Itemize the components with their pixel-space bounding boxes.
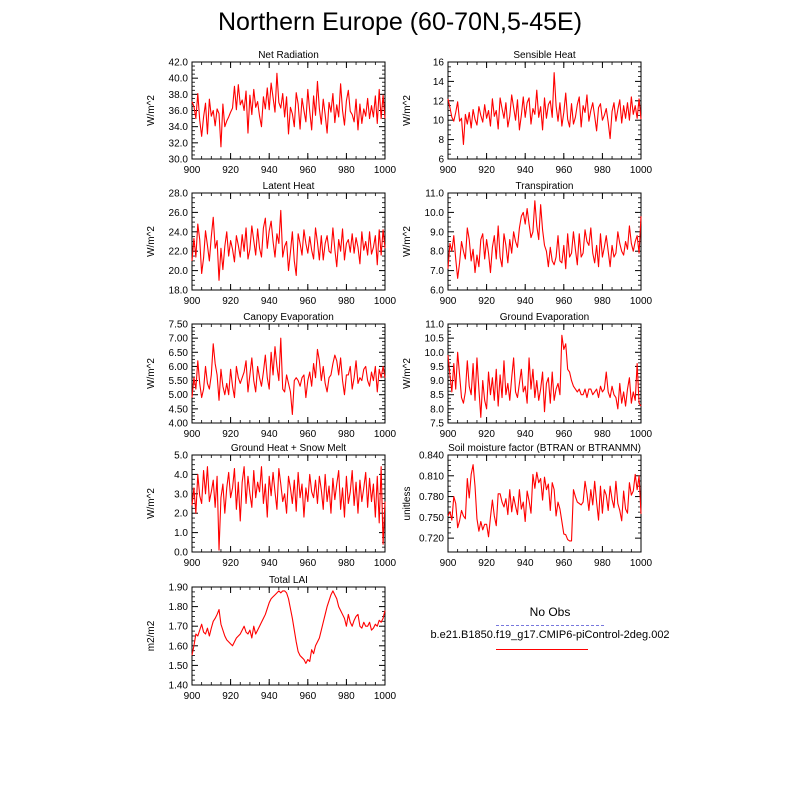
x-tick-label: 920 — [478, 165, 495, 176]
x-tick-label: 960 — [299, 165, 317, 176]
panel-4 — [402, 181, 653, 307]
legend-title: No Obs — [529, 605, 571, 619]
series-line — [192, 73, 385, 147]
panel-8 — [402, 443, 653, 569]
x-tick-label: 900 — [439, 296, 457, 307]
x-tick-label: 1000 — [373, 558, 397, 569]
y-tick-label: 7.50 — [168, 319, 188, 331]
y-tick-label: 30.0 — [168, 154, 188, 166]
x-tick-label: 960 — [555, 558, 573, 569]
x-tick-label: 980 — [338, 691, 355, 702]
x-tick-label: 980 — [338, 558, 355, 569]
y-tick-label: 7.0 — [430, 266, 444, 278]
y-tick-label: 8.5 — [430, 390, 444, 402]
y-tick-label: 28.0 — [168, 188, 188, 200]
y-tick-label: 8 — [438, 135, 444, 147]
x-tick-label: 960 — [555, 165, 573, 176]
x-tick-label: 920 — [222, 691, 239, 702]
panel-title: Sensible Heat — [513, 50, 576, 61]
x-tick-label: 1000 — [373, 429, 397, 440]
y-tick-label: 36.0 — [168, 106, 188, 117]
x-tick-label: 920 — [478, 296, 495, 307]
y-tick-label: 5.50 — [168, 376, 188, 388]
y-tick-label: 1.0 — [174, 528, 188, 540]
y-tick-label: 9.5 — [430, 361, 444, 373]
y-tick-label: 5.00 — [168, 390, 188, 402]
panel-7 — [146, 443, 397, 569]
x-tick-label: 1000 — [629, 429, 653, 440]
series-line — [192, 210, 385, 280]
y-tick-label: 0.840 — [418, 450, 444, 462]
panel-title: Total LAI — [269, 575, 308, 586]
series-line — [192, 591, 385, 664]
y-tick-label: 26.0 — [168, 207, 188, 219]
x-tick-label: 960 — [299, 691, 317, 702]
series-line — [448, 465, 641, 541]
x-tick-label: 1000 — [373, 296, 397, 307]
y-tick-label: 5.0 — [174, 450, 188, 462]
panel-2 — [402, 50, 653, 176]
y-axis-label: unitless — [402, 486, 413, 521]
x-tick-label: 980 — [594, 429, 611, 440]
y-tick-label: 1.40 — [168, 680, 188, 692]
y-tick-label: 18.0 — [168, 285, 188, 297]
y-tick-label: 9.0 — [430, 376, 444, 388]
x-tick-label: 960 — [299, 296, 317, 307]
panel-frame — [192, 587, 385, 685]
panel-title: Net Radiation — [258, 50, 319, 61]
y-tick-label: 32.0 — [168, 138, 188, 150]
series-line — [448, 73, 641, 145]
series-line — [448, 335, 641, 417]
x-tick-label: 920 — [222, 165, 239, 176]
x-tick-label: 980 — [338, 165, 355, 176]
y-tick-label: 34.0 — [168, 122, 188, 134]
x-tick-label: 900 — [183, 429, 201, 440]
x-tick-label: 900 — [439, 558, 457, 569]
panel-6 — [402, 312, 653, 440]
y-tick-label: 24.0 — [168, 227, 188, 239]
y-tick-label: 0.780 — [418, 492, 444, 504]
y-tick-label: 38.0 — [168, 89, 188, 101]
series-line — [448, 201, 641, 279]
y-tick-label: 10.5 — [424, 333, 444, 345]
y-tick-label: 4.0 — [174, 469, 188, 481]
x-tick-label: 900 — [183, 296, 201, 307]
y-tick-label: 12 — [432, 96, 444, 108]
panel-1 — [146, 50, 397, 176]
legend-obs-line — [496, 625, 604, 626]
y-axis-label: m2/m2 — [146, 620, 157, 652]
y-tick-label: 4.50 — [168, 404, 188, 416]
x-tick-label: 940 — [516, 296, 534, 307]
x-tick-label: 940 — [260, 558, 278, 569]
y-tick-label: 14 — [432, 76, 444, 88]
y-tick-label: 16 — [432, 57, 444, 69]
y-tick-label: 9.0 — [430, 227, 444, 239]
y-tick-label: 7.5 — [430, 418, 444, 430]
y-tick-label: 10 — [432, 115, 444, 127]
y-tick-label: 1.70 — [168, 621, 188, 633]
x-tick-label: 1000 — [373, 691, 397, 702]
y-tick-label: 7.00 — [168, 333, 188, 345]
y-axis-label: W/m^2 — [402, 95, 413, 126]
panel-5 — [146, 312, 397, 440]
y-tick-label: 8.0 — [430, 246, 444, 258]
y-tick-label: 0.810 — [418, 471, 444, 483]
y-tick-label: 6.0 — [430, 285, 444, 297]
x-tick-label: 980 — [594, 165, 611, 176]
x-tick-label: 960 — [555, 296, 573, 307]
x-tick-label: 980 — [594, 296, 611, 307]
y-tick-label: 10.0 — [424, 207, 444, 219]
y-axis-label: W/m^2 — [146, 226, 157, 257]
panel-title: Canopy Evaporation — [243, 312, 334, 323]
y-tick-label: 11.0 — [425, 188, 444, 200]
y-axis-label: W/m^2 — [402, 358, 413, 389]
x-tick-label: 920 — [478, 429, 495, 440]
x-tick-label: 920 — [222, 296, 239, 307]
y-tick-label: 20.0 — [168, 266, 188, 278]
y-tick-label: 40.0 — [168, 73, 188, 85]
x-tick-label: 960 — [299, 558, 317, 569]
x-tick-label: 960 — [299, 429, 317, 440]
x-tick-label: 920 — [478, 558, 495, 569]
panel-title: Soil moisture factor (BTRAN or BTRANMN) — [448, 443, 641, 454]
x-tick-label: 940 — [260, 429, 278, 440]
x-tick-label: 940 — [260, 296, 278, 307]
x-tick-label: 900 — [183, 165, 201, 176]
y-tick-label: 6.50 — [168, 347, 188, 359]
panel-frame — [448, 455, 641, 552]
x-tick-label: 980 — [338, 296, 355, 307]
x-tick-label: 940 — [260, 165, 278, 176]
x-tick-label: 900 — [183, 691, 201, 702]
panel-title: Transpiration — [515, 181, 574, 192]
panel-title: Ground Evaporation — [499, 312, 590, 323]
x-tick-label: 940 — [516, 558, 534, 569]
x-tick-label: 980 — [594, 558, 611, 569]
y-tick-label: 10.0 — [424, 347, 444, 359]
y-tick-label: 0.0 — [174, 547, 188, 559]
series-line — [192, 467, 385, 550]
x-tick-label: 920 — [222, 429, 239, 440]
x-tick-label: 920 — [222, 558, 239, 569]
x-tick-label: 1000 — [629, 558, 653, 569]
y-tick-label: 0.750 — [418, 512, 444, 524]
x-tick-label: 1000 — [373, 165, 397, 176]
x-tick-label: 1000 — [629, 296, 653, 307]
legend-model-name: b.e21.B1850.f19_g17.CMIP6-piControl-2deg.002 — [430, 629, 670, 641]
y-tick-label: 6 — [438, 154, 444, 166]
y-axis-label: W/m^2 — [146, 358, 157, 389]
x-tick-label: 900 — [183, 558, 201, 569]
x-tick-label: 900 — [439, 165, 457, 176]
panel-3 — [146, 181, 397, 307]
x-tick-label: 960 — [555, 429, 573, 440]
y-axis-label: W/m^2 — [402, 226, 413, 257]
x-tick-label: 900 — [439, 429, 457, 440]
x-tick-label: 940 — [516, 165, 534, 176]
x-tick-label: 940 — [516, 429, 534, 440]
series-line — [192, 338, 385, 414]
figure-title: Northern Europe (60-70N,5-45E) — [217, 8, 583, 36]
y-tick-label: 1.80 — [168, 602, 188, 614]
y-tick-label: 2.0 — [174, 508, 188, 520]
y-tick-label: 42.0 — [168, 57, 188, 69]
y-tick-label: 6.00 — [168, 361, 188, 373]
y-axis-label: W/m^2 — [146, 488, 157, 519]
x-tick-label: 940 — [260, 691, 278, 702]
y-tick-label: 11.0 — [425, 319, 444, 331]
panel-9 — [146, 575, 397, 702]
y-tick-label: 1.60 — [168, 641, 188, 653]
panel-title: Latent Heat — [262, 181, 315, 192]
y-axis-label: W/m^2 — [146, 95, 157, 126]
legend-model-line — [496, 649, 588, 650]
x-tick-label: 980 — [338, 429, 355, 440]
y-tick-label: 8.0 — [430, 404, 444, 416]
y-tick-label: 0.720 — [418, 533, 444, 545]
y-tick-label: 22.0 — [168, 246, 188, 258]
x-tick-label: 1000 — [629, 165, 653, 176]
panel-title: Ground Heat + Snow Melt — [230, 443, 347, 454]
y-tick-label: 3.0 — [174, 489, 188, 501]
y-tick-label: 1.90 — [168, 582, 188, 594]
y-tick-label: 1.50 — [168, 660, 188, 672]
y-tick-label: 4.00 — [168, 418, 188, 430]
